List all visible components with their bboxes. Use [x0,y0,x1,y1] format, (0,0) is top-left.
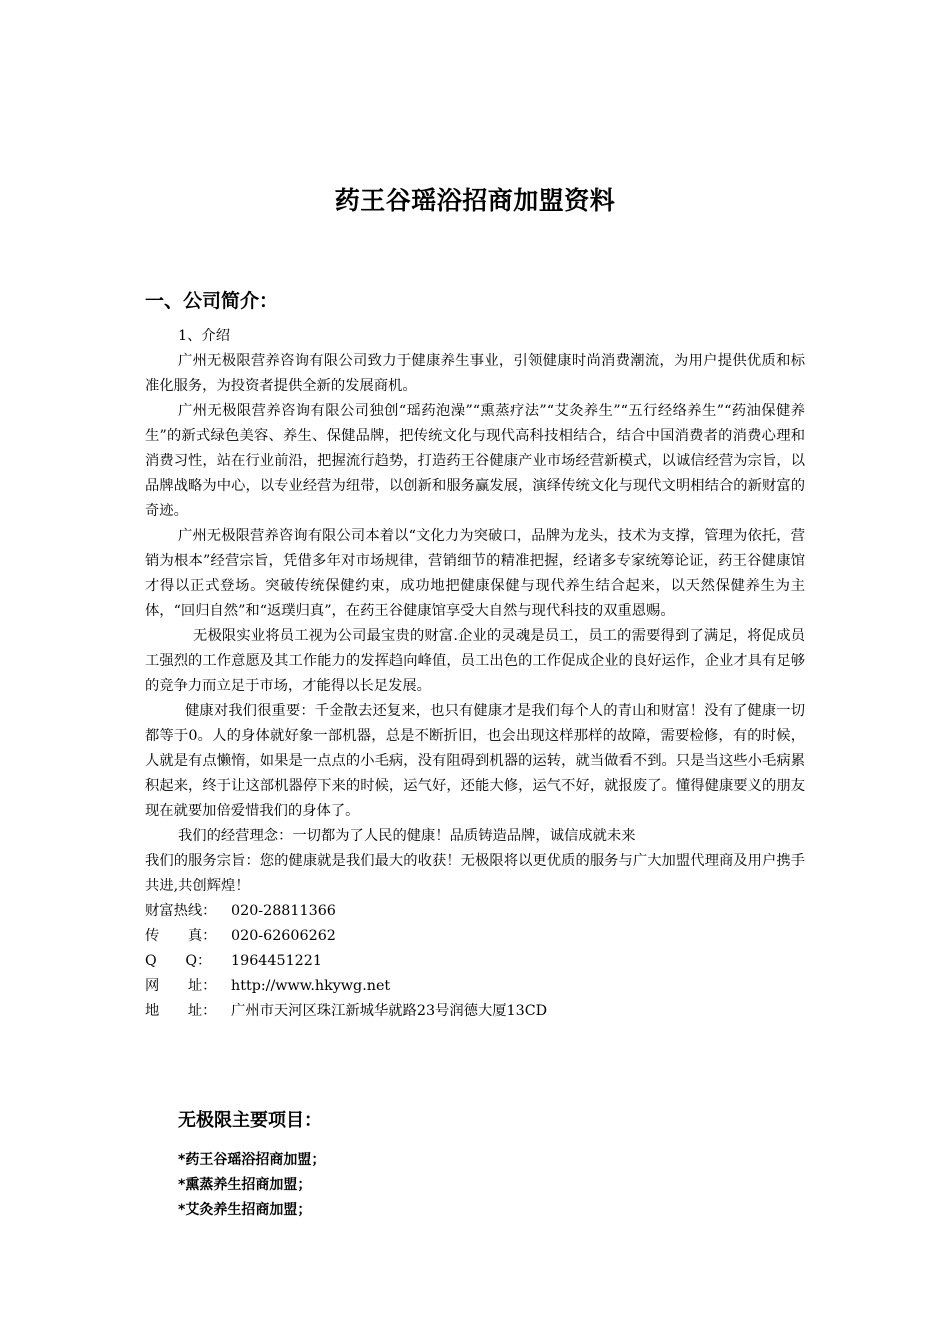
intro-paragraph: 无极限实业将员工视为公司最宝贵的财富.企业的灵魂是员工，员工的需要得到了满足，将促成员工强烈的工作意愿及其工作能力的发挥趋向峰值，员工出色的工作促成企业的良好运作，企业才具有足够的竞争力而立足于市场，才能得以长足发展。 [145,628,805,694]
project-item: *熏蒸养生招商加盟； [178,1177,312,1193]
contact-value: 1964451221 [231,953,322,969]
service-tenet: 我们的服务宗旨：您的健康就是我们最大的收获！无极限将以更优质的服务与广大加盟代理商及用户携手共进,共创辉煌！ [145,853,805,894]
contact-qq [145,949,805,974]
business-philosophy: 我们的经营理念：一切都为了人民的健康！品质铸造品牌，诚信成就未来 [178,828,636,844]
contact-hotline [145,899,805,924]
contact-value: 020-28811366 [231,903,336,919]
intro-paragraph: 健康对我们很重要：千金散去还复来，也只有健康才是我们每个人的青山和财富！没有了健康一切都等于0。人的身体就好象一部机器，总是不断折旧，也会出现这样那样的故障，需要检修，有的时候，人就是有点懒惰，如果是一点点的小毛病，没有阻碍到机器的运转，就当做看不到。只是当这些小毛病累积起来，终于让这部机器停下来的时候，运气好，还能大修，运气不好，就报废了。懂得健康要义的朋友现在就要加倍爱惜我们的身体了。 [145,703,805,819]
contact-label: Q Q： [145,953,212,969]
contact-address [145,999,805,1024]
intro-paragraph: 广州无极限营养咨询有限公司独创“瑶药泡澡”“熏蒸疗法”“艾灸养生”“五行经络养生”“药油保健养生”的新式绿色美容、养生、保健品牌，把传统文化与现代高科技相结合，结合中国消费者的消费心理和消费习性，站在行业前沿，把握流行趋势，打造药王谷健康产业市场经营新模式，以诚信经营为宗旨，以品牌战略为中心，以专业经营为纽带，以创新和服务赢发展，演绎传统文化与现代文明相结合的新财富的奇迹。 [145,403,805,519]
project-item: *药王谷瑶浴招商加盟； [178,1152,326,1168]
contact-value: 广州市天河区珠江新城华就路23号润德大厦13CD [231,1003,548,1019]
document-title: 药王谷瑶浴招商加盟资料 [334,186,616,215]
project-item: *艾灸养生招商加盟； [178,1202,312,1218]
sub-heading-intro: 1、介绍 [178,328,230,344]
contact-value: http://www.hkywg.net [231,978,391,994]
company-intro-body [145,324,805,1024]
contact-value: 020-62606262 [231,928,336,944]
section-heading-main-projects: 无极限主要项目： [178,1110,322,1131]
contact-label: 网 址： [145,978,217,994]
contact-website [145,974,805,999]
section-heading-company-intro: 一、公司简介： [145,290,279,312]
contact-label: 财富热线： [145,903,217,919]
project-list [178,1148,325,1223]
contact-label: 地 址： [145,1003,217,1019]
contact-label: 传 真： [145,928,217,944]
contact-fax [145,924,805,949]
intro-paragraph: 广州无极限营养咨询有限公司本着以“文化力为突破口，品牌为龙头，技术为支撑，管理为依托，营销为根本”经营宗旨，凭借多年对市场规律，营销细节的精准把握，经诸多专家统筹论证，药王谷健康馆才得以正式登场。突破传统保健约束，成功地把健康保健与现代养生结合起来，以天然保健养生为主体，“回归自然”和“返璞归真”，在药王谷健康馆享受大自然与现代科技的双重恩赐。 [145,528,805,619]
intro-paragraph: 广州无极限营养咨询有限公司致力于健康养生事业，引领健康时尚消费潮流，为用户提供优质和标准化服务，为投资者提供全新的发展商机。 [145,353,805,394]
